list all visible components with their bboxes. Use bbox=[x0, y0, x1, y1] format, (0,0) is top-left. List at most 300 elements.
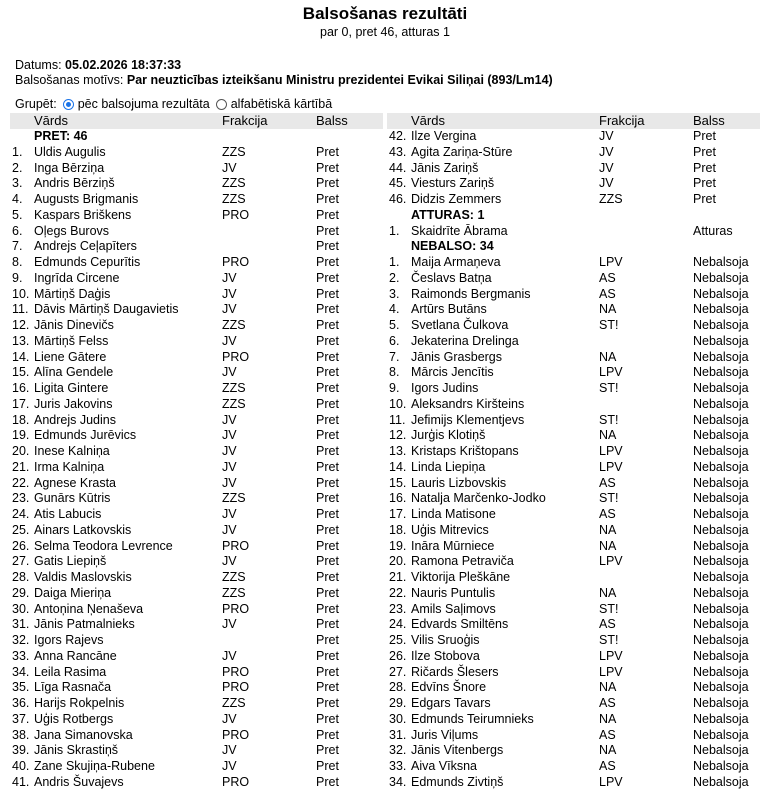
table-row bbox=[10, 554, 383, 570]
member-vote: Pret bbox=[316, 570, 339, 584]
member-faction: LPV bbox=[599, 444, 623, 458]
row-number: 2. bbox=[12, 160, 23, 175]
member-vote: Pret bbox=[316, 239, 339, 254]
table-row bbox=[10, 649, 383, 665]
member-vote: Nebalsoja bbox=[693, 475, 749, 490]
member-vote: Nebalsoja bbox=[693, 696, 749, 710]
row-number: 3. bbox=[12, 176, 23, 191]
row-number: 37. bbox=[12, 711, 30, 726]
member-name: Valdis Maslovskis bbox=[34, 570, 132, 584]
member-name: Uldis Augulis bbox=[34, 144, 106, 159]
row-number: 15. bbox=[12, 365, 30, 380]
member-faction: ST! bbox=[599, 412, 619, 427]
table-row bbox=[10, 680, 383, 696]
member-vote: Nebalsoja bbox=[693, 664, 749, 679]
row-number: 27. bbox=[12, 554, 30, 569]
member-vote: Pret bbox=[316, 207, 339, 222]
member-faction: JV bbox=[222, 743, 237, 758]
member-faction: JV bbox=[222, 475, 237, 490]
table-row bbox=[387, 255, 760, 271]
member-faction: JV bbox=[222, 759, 237, 773]
member-vote: Pret bbox=[316, 412, 339, 427]
member-faction: AS bbox=[599, 696, 616, 710]
member-faction: AS bbox=[599, 759, 616, 773]
row-number: 19. bbox=[12, 428, 30, 443]
row-number: 22. bbox=[12, 475, 30, 490]
member-vote: Pret bbox=[316, 538, 339, 553]
column-header-faction: Frakcija bbox=[599, 113, 645, 128]
member-faction: PRO bbox=[222, 207, 250, 222]
table-row bbox=[387, 602, 760, 618]
member-vote: Atturas bbox=[693, 223, 733, 238]
row-number: 27. bbox=[389, 664, 407, 679]
motive-line bbox=[15, 73, 553, 88]
member-faction: JV bbox=[222, 302, 237, 317]
member-vote: Nebalsoja bbox=[693, 459, 749, 474]
member-name: Lauris Lizbovskis bbox=[411, 475, 507, 490]
member-name: Kaspars Briškens bbox=[34, 207, 132, 222]
row-number: 33. bbox=[12, 648, 30, 663]
member-name: Gatis Liepiņš bbox=[34, 554, 107, 569]
member-faction: LPV bbox=[599, 554, 623, 569]
table-row bbox=[10, 176, 383, 192]
date-line bbox=[15, 58, 553, 73]
member-name: Zane Skujiņa-Rubene bbox=[34, 759, 155, 773]
member-name: Mārtiņš Felss bbox=[34, 333, 109, 348]
member-faction: JV bbox=[222, 617, 237, 632]
table-row bbox=[10, 255, 383, 271]
member-name: Igors Rajevs bbox=[34, 633, 104, 647]
member-vote: Nebalsoja bbox=[693, 412, 749, 427]
column-header-faction: Frakcija bbox=[222, 113, 268, 128]
table-row bbox=[10, 728, 383, 744]
member-name: Augusts Brigmanis bbox=[34, 192, 139, 206]
member-faction: ST! bbox=[599, 601, 619, 616]
member-name: Edmunds Cepurītis bbox=[34, 255, 141, 269]
group-count: 1 bbox=[477, 207, 485, 222]
table-row bbox=[10, 397, 383, 413]
member-faction: LPV bbox=[599, 664, 623, 679]
member-faction: LPV bbox=[599, 774, 623, 789]
row-number: 38. bbox=[12, 727, 30, 742]
member-name: Maija Armaņeva bbox=[411, 255, 501, 269]
member-name: Ramona Petraviča bbox=[411, 554, 514, 569]
member-name: Jurģis Klotiņš bbox=[411, 428, 486, 443]
table-row bbox=[387, 192, 760, 208]
member-name: Anna Rancāne bbox=[34, 648, 117, 663]
table-row bbox=[387, 318, 760, 334]
member-name: Edgars Tavars bbox=[411, 696, 491, 710]
table-header bbox=[387, 113, 760, 129]
row-number: 4. bbox=[12, 192, 23, 206]
column-header-name: Vārds bbox=[411, 113, 445, 128]
member-name: Linda Liepiņa bbox=[411, 459, 486, 474]
member-vote: Pret bbox=[316, 774, 339, 789]
row-number: 1. bbox=[389, 255, 400, 269]
member-vote: Pret bbox=[693, 176, 716, 191]
member-vote: Nebalsoja bbox=[693, 270, 749, 285]
member-vote: Pret bbox=[316, 664, 339, 679]
table-row bbox=[387, 523, 760, 539]
member-faction: JV bbox=[222, 648, 237, 663]
row-number: 9. bbox=[389, 381, 400, 395]
row-number: 9. bbox=[12, 270, 23, 285]
member-name: Antoņina Ņenaševa bbox=[34, 601, 144, 616]
member-vote: Pret bbox=[316, 286, 339, 301]
member-vote: Nebalsoja bbox=[693, 617, 749, 632]
row-number: 39. bbox=[12, 743, 30, 758]
row-number: 44. bbox=[389, 160, 407, 175]
table-row bbox=[387, 507, 760, 523]
member-faction: PRO bbox=[222, 680, 250, 695]
table-row bbox=[10, 444, 383, 460]
row-number: 11. bbox=[389, 412, 406, 427]
row-number: 6. bbox=[389, 333, 400, 348]
member-faction: JV bbox=[222, 507, 237, 521]
table-row bbox=[10, 759, 383, 775]
group-alphabetical-label[interactable]: alfabētiskā kārtībā bbox=[230, 97, 333, 111]
member-faction: ZZS bbox=[222, 381, 246, 395]
member-faction: AS bbox=[599, 270, 616, 285]
member-vote: Nebalsoja bbox=[693, 318, 749, 332]
group-alphabetical-radio[interactable] bbox=[216, 99, 227, 110]
member-vote: Nebalsoja bbox=[693, 570, 749, 584]
member-name: Ainars Latkovskis bbox=[34, 522, 132, 537]
table-row bbox=[10, 665, 383, 681]
row-number: 1. bbox=[389, 223, 400, 238]
member-vote: Pret bbox=[693, 192, 716, 206]
member-name: Linda Matisone bbox=[411, 507, 496, 521]
row-number: 10. bbox=[389, 396, 407, 411]
member-vote: Nebalsoja bbox=[693, 396, 749, 411]
member-name: Leila Rasima bbox=[34, 664, 107, 679]
member-faction: NA bbox=[599, 538, 617, 553]
table-row bbox=[10, 523, 383, 539]
member-name: Jefimijs Klementjevs bbox=[411, 412, 525, 427]
member-vote: Pret bbox=[316, 522, 339, 537]
row-number: 28. bbox=[389, 680, 407, 695]
table-row bbox=[387, 129, 760, 145]
member-faction: NA bbox=[599, 711, 617, 726]
table-row bbox=[387, 570, 760, 586]
row-number: 5. bbox=[389, 318, 400, 332]
member-vote: Pret bbox=[316, 318, 339, 332]
row-number: 24. bbox=[12, 507, 30, 521]
member-name: Atis Labucis bbox=[34, 507, 102, 521]
member-faction: ZZS bbox=[222, 144, 246, 159]
row-number: 31. bbox=[389, 727, 407, 742]
results-column-right bbox=[387, 113, 760, 791]
member-vote: Nebalsoja bbox=[693, 365, 749, 380]
page-header bbox=[0, 0, 770, 40]
member-name: Andris Bērziņš bbox=[34, 176, 115, 191]
column-header-name: Vārds bbox=[34, 113, 68, 128]
member-name: Edmunds Zivtiņš bbox=[411, 774, 504, 789]
member-faction: NA bbox=[599, 349, 617, 364]
row-number: 45. bbox=[389, 176, 407, 191]
member-faction: JV bbox=[222, 365, 237, 380]
member-name: Ināra Mūrniece bbox=[411, 538, 495, 553]
group-by-result-radio[interactable] bbox=[63, 99, 74, 110]
row-number: 21. bbox=[389, 570, 407, 584]
member-vote: Pret bbox=[316, 349, 339, 364]
table-row bbox=[387, 413, 760, 429]
table-row bbox=[10, 743, 383, 759]
member-faction: PRO bbox=[222, 255, 250, 269]
table-row bbox=[387, 381, 760, 397]
member-name: Viesturs Zariņš bbox=[411, 176, 495, 191]
member-vote: Pret bbox=[316, 554, 339, 569]
member-name: Jekaterina Drelinga bbox=[411, 333, 519, 348]
member-vote: Pret bbox=[316, 144, 339, 159]
member-faction: NA bbox=[599, 743, 617, 758]
table-row bbox=[387, 397, 760, 413]
table-row bbox=[387, 633, 760, 649]
group-label: NEBALSO: bbox=[411, 239, 477, 254]
member-name: Igors Judins bbox=[411, 381, 479, 395]
member-faction: AS bbox=[599, 617, 616, 632]
member-vote: Pret bbox=[316, 633, 339, 647]
row-number: 13. bbox=[389, 444, 407, 458]
member-faction: JV bbox=[222, 522, 237, 537]
table-row bbox=[10, 302, 383, 318]
member-name: Skaidrīte Ābrama bbox=[411, 223, 508, 238]
table-row bbox=[387, 759, 760, 775]
member-name: Česlavs Batņa bbox=[411, 270, 492, 285]
table-row bbox=[10, 287, 383, 303]
member-faction: JV bbox=[222, 428, 237, 443]
member-name: Harijs Rokpelnis bbox=[34, 696, 125, 710]
group-count: 34 bbox=[479, 239, 494, 254]
group-heading-text bbox=[411, 208, 484, 224]
table-row bbox=[10, 161, 383, 177]
table-row bbox=[10, 507, 383, 523]
member-name: Aiva Vīksna bbox=[411, 759, 478, 773]
table-row bbox=[10, 775, 383, 791]
member-faction: JV bbox=[222, 444, 237, 458]
member-faction: AS bbox=[599, 727, 616, 742]
member-faction: PRO bbox=[222, 538, 250, 553]
member-vote: Pret bbox=[316, 428, 339, 443]
member-vote: Pret bbox=[316, 743, 339, 758]
member-name: Juris Jakovins bbox=[34, 396, 113, 411]
member-vote: Nebalsoja bbox=[693, 554, 749, 569]
row-number: 36. bbox=[12, 696, 30, 710]
group-heading-atturas bbox=[387, 208, 760, 224]
member-vote: Pret bbox=[693, 129, 716, 143]
table-row bbox=[387, 224, 760, 240]
member-faction: JV bbox=[222, 286, 237, 301]
member-faction: JV bbox=[599, 129, 614, 143]
member-vote: Nebalsoja bbox=[693, 428, 749, 443]
row-number: 14. bbox=[12, 349, 30, 364]
member-name: Agnese Krasta bbox=[34, 475, 116, 490]
member-name: Jānis Dinevičs bbox=[34, 318, 114, 332]
table-header bbox=[10, 113, 383, 129]
member-faction: AS bbox=[599, 286, 616, 301]
member-name: Amils Saļimovs bbox=[411, 601, 496, 616]
row-number: 30. bbox=[389, 711, 407, 726]
member-faction: LPV bbox=[599, 255, 623, 269]
row-number: 10. bbox=[12, 286, 30, 301]
member-vote: Pret bbox=[693, 144, 716, 159]
table-row bbox=[10, 617, 383, 633]
group-count: 46 bbox=[73, 129, 88, 143]
member-faction: LPV bbox=[599, 459, 623, 474]
row-number: 29. bbox=[12, 585, 30, 600]
member-faction: JV bbox=[599, 160, 614, 175]
row-number: 40. bbox=[12, 759, 30, 773]
member-faction: AS bbox=[599, 507, 616, 521]
member-name: Svetlana Čulkova bbox=[411, 318, 509, 332]
table-row bbox=[10, 381, 383, 397]
member-name: Edmunds Jurēvics bbox=[34, 428, 137, 443]
member-name: Agita Zariņa-Stūre bbox=[411, 144, 513, 159]
table-row bbox=[10, 491, 383, 507]
member-vote: Pret bbox=[316, 365, 339, 380]
row-number: 13. bbox=[12, 333, 30, 348]
member-vote: Nebalsoja bbox=[693, 601, 749, 616]
member-vote: Pret bbox=[316, 727, 339, 742]
member-vote: Pret bbox=[316, 396, 339, 411]
member-name: Raimonds Bergmanis bbox=[411, 286, 531, 301]
row-number: 25. bbox=[12, 522, 30, 537]
motive-label: Balsošanas motīvs: bbox=[15, 73, 124, 87]
member-vote: Pret bbox=[316, 585, 339, 600]
member-vote: Nebalsoja bbox=[693, 727, 749, 742]
row-number: 41. bbox=[12, 774, 30, 789]
member-vote: Nebalsoja bbox=[693, 759, 749, 773]
row-number: 23. bbox=[389, 601, 407, 616]
member-vote: Nebalsoja bbox=[693, 302, 749, 317]
table-row bbox=[10, 712, 383, 728]
member-vote: Nebalsoja bbox=[693, 774, 749, 789]
table-row bbox=[387, 649, 760, 665]
row-number: 31. bbox=[12, 617, 30, 632]
table-row bbox=[10, 570, 383, 586]
member-vote: Pret bbox=[316, 176, 339, 191]
member-faction: LPV bbox=[599, 365, 623, 380]
member-vote: Pret bbox=[316, 759, 339, 773]
member-name: Viktorija Pleškāne bbox=[411, 570, 511, 584]
row-number: 42. bbox=[389, 129, 407, 143]
member-name: Edvīns Šnore bbox=[411, 680, 487, 695]
table-row bbox=[10, 413, 383, 429]
member-name: Inese Kalniņa bbox=[34, 444, 110, 458]
member-vote: Nebalsoja bbox=[693, 538, 749, 553]
row-number: 8. bbox=[389, 365, 400, 380]
results-column-left bbox=[10, 113, 383, 791]
member-vote: Pret bbox=[316, 648, 339, 663]
group-label: PRET: bbox=[34, 129, 71, 143]
member-vote: Nebalsoja bbox=[693, 743, 749, 758]
member-faction: JV bbox=[599, 176, 614, 191]
page-title: Balsošanas rezultāti bbox=[302, 4, 468, 23]
row-number: 25. bbox=[389, 633, 407, 647]
member-name: Uģis Rotbergs bbox=[34, 711, 114, 726]
member-vote: Pret bbox=[316, 223, 339, 238]
row-number: 20. bbox=[389, 554, 407, 569]
member-faction: ZZS bbox=[222, 491, 246, 506]
row-number: 34. bbox=[12, 664, 30, 679]
member-vote: Pret bbox=[316, 459, 339, 474]
table-row bbox=[10, 192, 383, 208]
member-name: Gunārs Kūtris bbox=[34, 491, 111, 506]
row-number: 22. bbox=[389, 585, 407, 600]
member-vote: Pret bbox=[316, 270, 339, 285]
member-name: Ričards Šlesers bbox=[411, 664, 499, 679]
member-vote: Nebalsoja bbox=[693, 648, 749, 663]
table-row bbox=[10, 224, 383, 240]
member-name: Uģis Mitrevics bbox=[411, 522, 489, 537]
group-by-result-label[interactable]: pēc balsojuma rezultāta bbox=[77, 97, 210, 111]
member-name: Dāvis Mārtiņš Daugavietis bbox=[34, 302, 179, 317]
row-number: 32. bbox=[389, 743, 407, 758]
row-number: 33. bbox=[389, 759, 407, 773]
group-heading-nebalso bbox=[387, 239, 760, 255]
table-row bbox=[10, 334, 383, 350]
member-vote: Pret bbox=[316, 444, 339, 458]
table-row bbox=[387, 145, 760, 161]
column-header-vote: Balss bbox=[316, 113, 348, 128]
member-name: Kristaps Krištopans bbox=[411, 444, 519, 458]
member-name: Edmunds Teirumnieks bbox=[411, 711, 534, 726]
member-vote: Pret bbox=[316, 475, 339, 490]
member-faction: AS bbox=[599, 475, 616, 490]
member-faction: PRO bbox=[222, 349, 250, 364]
row-number: 21. bbox=[12, 459, 30, 474]
member-name: Alīna Gendele bbox=[34, 365, 114, 380]
row-number: 7. bbox=[12, 239, 23, 254]
member-name: Edvards Smiltēns bbox=[411, 617, 509, 632]
row-number: 18. bbox=[12, 412, 30, 427]
group-heading-text bbox=[411, 239, 494, 255]
member-name: Juris Viļums bbox=[411, 727, 479, 742]
member-name: Andrejs Judins bbox=[34, 412, 116, 427]
member-vote: Pret bbox=[316, 333, 339, 348]
row-number: 5. bbox=[12, 207, 23, 222]
row-number: 8. bbox=[12, 255, 23, 269]
member-faction: ZZS bbox=[222, 570, 246, 584]
row-number: 28. bbox=[12, 570, 30, 584]
member-vote: Nebalsoja bbox=[693, 333, 749, 348]
member-faction: JV bbox=[222, 270, 237, 285]
row-number: 35. bbox=[12, 680, 30, 695]
member-faction: ST! bbox=[599, 633, 619, 647]
column-header-vote: Balss bbox=[693, 113, 725, 128]
member-vote: Nebalsoja bbox=[693, 491, 749, 506]
member-vote: Nebalsoja bbox=[693, 711, 749, 726]
member-faction: JV bbox=[222, 459, 237, 474]
member-name: Ilze Vergina bbox=[411, 129, 477, 143]
member-name: Jānis Vitenbergs bbox=[411, 743, 504, 758]
grouping-control bbox=[15, 96, 332, 112]
table-row bbox=[387, 680, 760, 696]
member-name: Jānis Grasbergs bbox=[411, 349, 503, 364]
member-vote: Pret bbox=[316, 680, 339, 695]
member-name: Andrejs Ceļapīters bbox=[34, 239, 137, 254]
table-row bbox=[387, 428, 760, 444]
member-faction: NA bbox=[599, 302, 617, 317]
table-row bbox=[387, 460, 760, 476]
member-faction: ZZS bbox=[222, 192, 246, 206]
member-vote: Nebalsoja bbox=[693, 507, 749, 521]
member-name: Līga Rasnača bbox=[34, 680, 112, 695]
row-number: 6. bbox=[12, 223, 23, 238]
table-row bbox=[387, 444, 760, 460]
table-row bbox=[10, 208, 383, 224]
member-vote: Nebalsoja bbox=[693, 349, 749, 364]
